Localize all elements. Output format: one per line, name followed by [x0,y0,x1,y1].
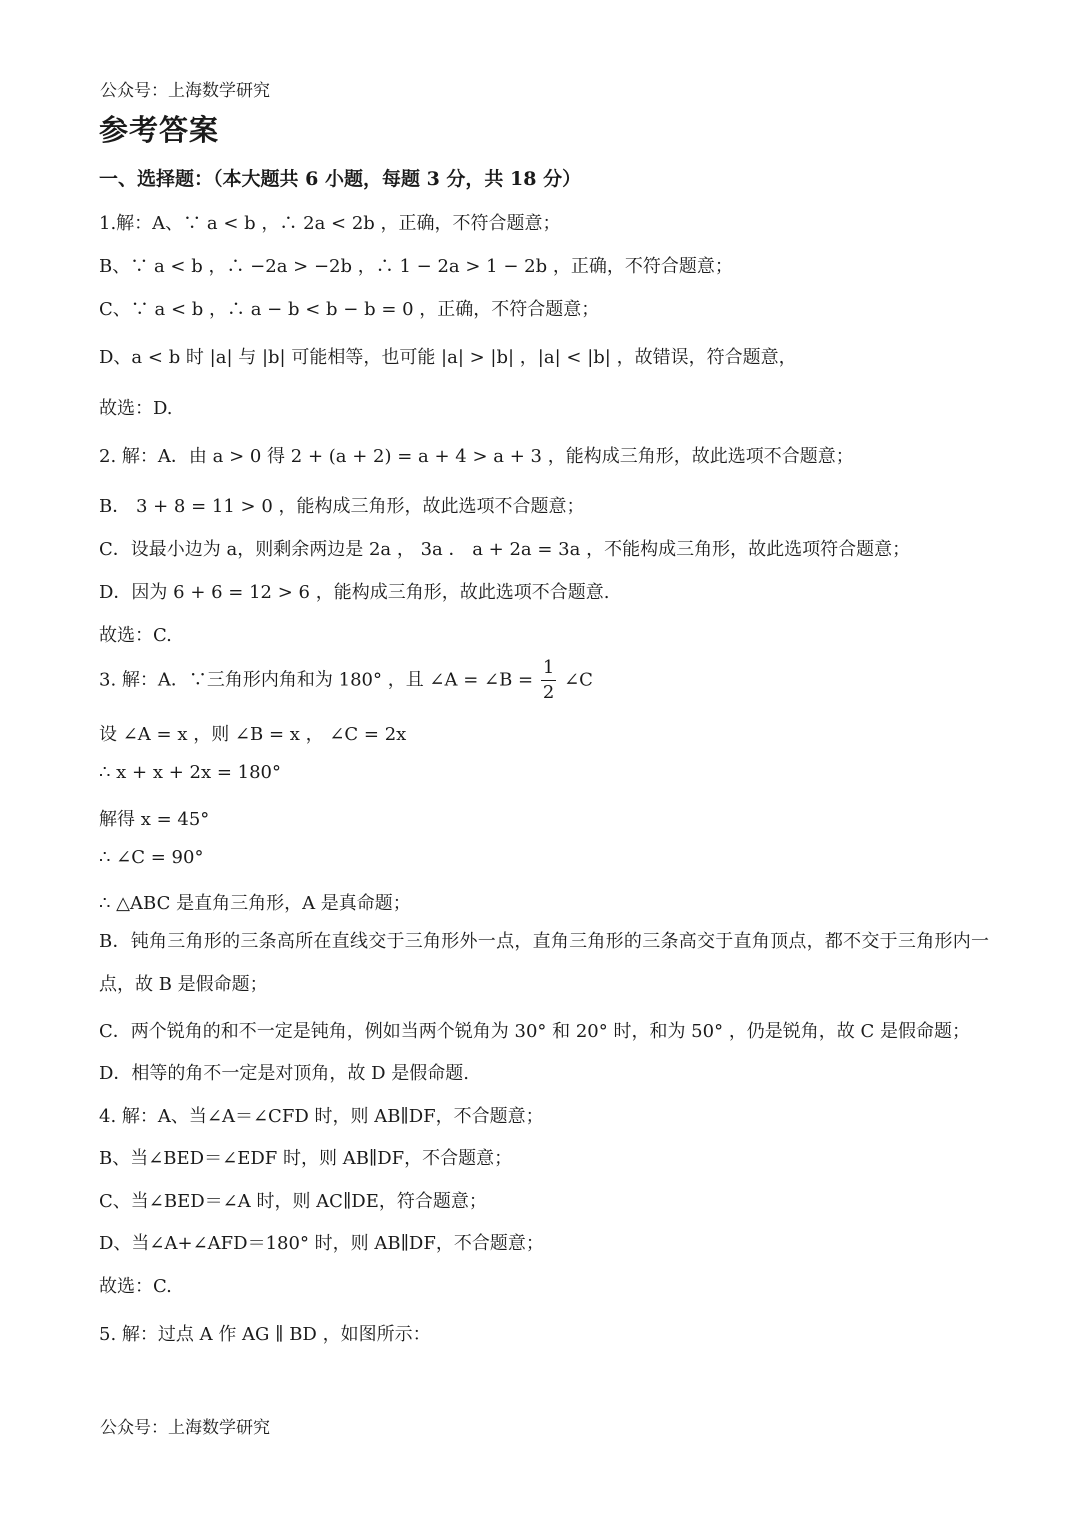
line-11-prefix: 3. 解：A．∵三角形内角和为 180° ，且 ∠A = ∠B = [99,669,534,691]
answer-line-3: C、∵ a < b ，∴ a − b < b − b = 0 ，正确，不符合题意； [99,299,600,320]
answer-line-12: 设 ∠A = x ，则 ∠B = x ， ∠C = 2x [99,724,407,745]
answer-line-10: 故选：C. [99,625,172,646]
answer-line-14: 解得 x = 45° [99,809,210,830]
answer-line-5: 故选：D. [99,398,173,419]
fraction-denominator: 2 [542,682,555,703]
document-title: 参考答案 [99,113,220,147]
answer-line-11 [99,656,593,705]
answer-line-24: 故选：C. [99,1276,172,1297]
answer-line-21: B、当∠BED＝∠EDF 时，则 AB∥DF，不合题意； [99,1148,513,1169]
answer-line-22: C、当∠BED＝∠A 时，则 AC∥DE，符合题意； [99,1191,487,1212]
line-11-suffix: ∠C [564,669,593,691]
answer-line-6: 2. 解：A．由 a > 0 得 2 + (a + 2) = a + 4 > a + 3 ，能构成三角形，故此选项不合题意； [99,446,854,467]
fraction-one-half [541,656,556,705]
answer-line-8: C．设最小边为 a，则剩余两边是 2a ， 3a ． a + 2a = 3a ，不能构成三角形，故此选项符合题意； [99,539,911,560]
answer-line-16: ∴ △ABC 是直角三角形，A 是真命题； [99,893,411,914]
answer-line-20: 4. 解：A、当∠A＝∠CFD 时，则 AB∥DF，不合题意； [99,1106,544,1127]
page-header: 公众号：上海数学研究 [100,81,270,101]
answer-line-15: ∴ ∠C = 90° [99,847,204,868]
fraction-numerator: 1 [541,656,556,681]
answer-line-7: B． 3 + 8 = 11 > 0 ，能构成三角形，故此选项不合题意； [99,496,585,517]
answer-line-9: D．因为 6 + 6 = 12 > 6 ，能构成三角形，故此选项不合题意. [99,582,610,603]
answer-line-23: D、当∠A+∠AFD＝180° 时，则 AB∥DF，不合题意； [99,1233,544,1254]
page-footer: 公众号：上海数学研究 [100,1418,270,1438]
answer-line-25: 5. 解：过点 A 作 AG ∥ BD ，如图所示： [99,1324,431,1345]
answer-line-13: ∴ x + x + 2x = 180° [99,762,282,783]
answer-line-17: B．钝角三角形的三条高所在直线交于三角形外一点，直角三角形的三条高交于直角顶点，都不交于三角形内一点，故 B 是假命题； [99,931,989,995]
answer-line-18: C．两个锐角的和不一定是钝角，例如当两个锐角为 30° 和 20° 时，和为 50° ，仍是锐角，故 C 是假命题； [99,1021,971,1042]
answer-line-4: D、a < b 时 |a| 与 |b| 可能相等，也可能 |a| > |b| ，|a| < |b| ，故错误，符合题意， [99,347,797,368]
answer-line-19: D．相等的角不一定是对顶角，故 D 是假命题. [99,1063,470,1084]
section-heading: 一、选择题：（本大题共 6 小题，每题 3 分，共 18 分） [99,168,582,190]
answer-line-1: 1.解：A、∵ a < b ，∴ 2a < 2b ，正确，不符合题意； [99,213,561,234]
answer-line-2: B、∵ a < b ，∴ −2a > −2b ，∴ 1 − 2a > 1 − 2b ，正确，不符合题意； [99,256,733,277]
